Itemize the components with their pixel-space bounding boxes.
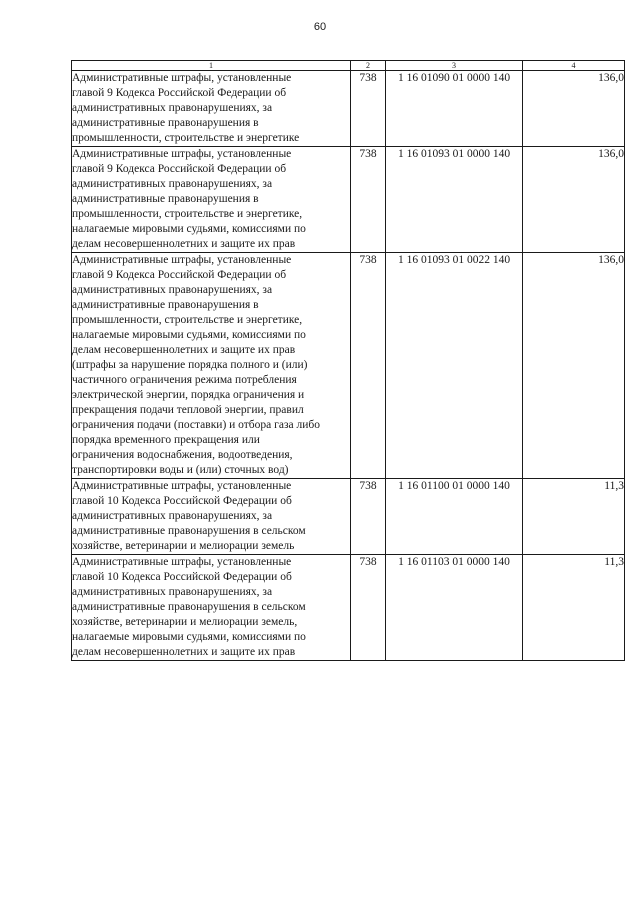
fine-description xyxy=(72,71,351,147)
description-line: Административные штрафы, установленные xyxy=(72,254,292,266)
description-line: делам несовершеннолетних и защите их прав xyxy=(72,646,296,658)
description-line: промышленности, строительстве и энергетике, xyxy=(72,208,303,220)
description-line: главой 10 Кодекса Российской Федерации об xyxy=(72,571,292,583)
fine-description xyxy=(72,253,351,479)
description-line: главой 9 Кодекса Российской Федерации об xyxy=(72,87,287,99)
description-line: административные правонарушения в xyxy=(72,193,259,205)
amount: 11,3 xyxy=(523,555,625,661)
admin-code: 738 xyxy=(351,253,386,479)
header-col-2: 2 xyxy=(351,61,386,71)
description-line: налагаемые мировыми судьями, комиссиями по xyxy=(72,223,306,235)
table-row xyxy=(72,479,625,555)
header-col-4: 4 xyxy=(523,61,625,71)
amount: 136,0 xyxy=(523,71,625,147)
page-number: 60 xyxy=(313,21,327,33)
classification-code: 1 16 01103 01 0000 140 xyxy=(386,555,523,661)
description-line: хозяйстве, ветеринарии и мелиорации земель, xyxy=(72,616,298,628)
admin-code: 738 xyxy=(351,71,386,147)
header-row xyxy=(72,61,625,71)
description-line: частичного ограничения режима потребления xyxy=(72,374,297,386)
description-line: административные правонарушения в сельском xyxy=(72,601,306,613)
amount: 11,3 xyxy=(523,479,625,555)
description-line: ограничения подачи (поставки) и отбора газа либо xyxy=(72,419,320,431)
classification-code: 1 16 01090 01 0000 140 xyxy=(386,71,523,147)
fines-table xyxy=(71,60,625,661)
fine-description xyxy=(72,479,351,555)
description-line: главой 9 Кодекса Российской Федерации об xyxy=(72,269,287,281)
classification-code: 1 16 01100 01 0000 140 xyxy=(386,479,523,555)
amount: 136,0 xyxy=(523,147,625,253)
description-line: административных правонарушениях, за xyxy=(72,178,273,190)
admin-code: 738 xyxy=(351,479,386,555)
description-line: транспортировки воды и (или) сточных вод) xyxy=(72,464,289,476)
description-line: делам несовершеннолетних и защите их прав xyxy=(72,238,296,250)
description-line: налагаемые мировыми судьями, комиссиями по xyxy=(72,329,306,341)
description-line: административные правонарушения в xyxy=(72,117,259,129)
header-col-1: 1 xyxy=(72,61,351,71)
table-row xyxy=(72,147,625,253)
description-line: административные правонарушения в xyxy=(72,299,259,311)
admin-code: 738 xyxy=(351,147,386,253)
description-line: Административные штрафы, установленные xyxy=(72,480,292,492)
description-line: административные правонарушения в сельском xyxy=(72,525,306,537)
table-body xyxy=(72,71,625,661)
table-header xyxy=(72,61,625,71)
description-line: (штрафы за нарушение порядка полного и (или) xyxy=(72,359,308,371)
description-line: делам несовершеннолетних и защите их прав xyxy=(72,344,296,356)
description-line: налагаемые мировыми судьями, комиссиями по xyxy=(72,631,306,643)
description-line: административных правонарушениях, за xyxy=(72,102,273,114)
fine-description xyxy=(72,555,351,661)
table-row xyxy=(72,71,625,147)
header-col-3: 3 xyxy=(386,61,523,71)
description-line: порядка временного прекращения или xyxy=(72,434,260,446)
classification-code: 1 16 01093 01 0000 140 xyxy=(386,147,523,253)
description-line: административных правонарушениях, за xyxy=(72,586,273,598)
description-line: главой 9 Кодекса Российской Федерации об xyxy=(72,163,287,175)
admin-code: 738 xyxy=(351,555,386,661)
description-line: промышленности, строительстве и энергетике xyxy=(72,132,300,144)
description-line: прекращения подачи тепловой энергии, правил xyxy=(72,404,304,416)
description-line: ограничения водоснабжения, водоотведения, xyxy=(72,449,293,461)
fine-description xyxy=(72,147,351,253)
description-line: главой 10 Кодекса Российской Федерации об xyxy=(72,495,292,507)
description-line: административных правонарушениях, за xyxy=(72,510,273,522)
description-line: Административные штрафы, установленные xyxy=(72,148,292,160)
classification-code: 1 16 01093 01 0022 140 xyxy=(386,253,523,479)
amount: 136,0 xyxy=(523,253,625,479)
description-line: административных правонарушениях, за xyxy=(72,284,273,296)
table-row xyxy=(72,555,625,661)
table-row xyxy=(72,253,625,479)
description-line: Административные штрафы, установленные xyxy=(72,72,292,84)
description-line: промышленности, строительстве и энергетике, xyxy=(72,314,303,326)
description-line: Административные штрафы, установленные xyxy=(72,556,292,568)
description-line: электрической энергии, порядка ограничения и xyxy=(72,389,305,401)
description-line: хозяйстве, ветеринарии и мелиорации земель xyxy=(72,540,295,552)
